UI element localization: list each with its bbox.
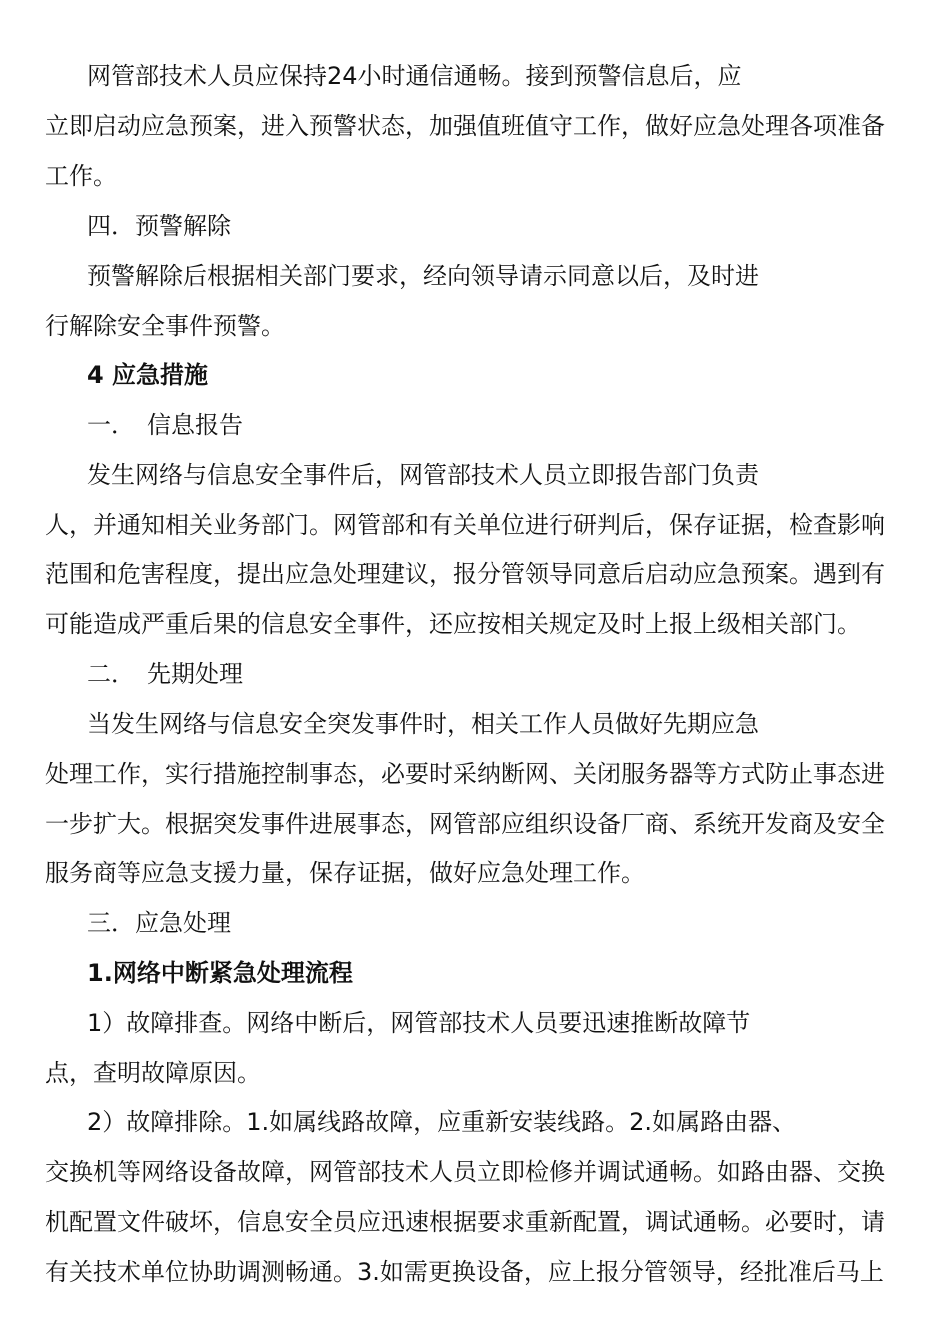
section-heading: 二． 先期处理 xyxy=(87,660,243,688)
paragraph-line: 交换机等网络设备故障，网管部技术人员立即检修并调试通畅。如路由器、交换 xyxy=(45,1158,885,1186)
section-heading: 三．应急处理 xyxy=(87,909,231,937)
paragraph-line: 机配置文件破坏，信息安全员应迅速根据要求重新配置，调试通畅。必要时，请 xyxy=(45,1208,885,1236)
paragraph-line: 发生网络与信息安全事件后，网管部技术人员立即报告部门负责 xyxy=(87,461,759,489)
paragraph-line: 当发生网络与信息安全突发事件时，相关工作人员做好先期应急 xyxy=(87,710,759,738)
paragraph-line: 1）故障排查。网络中断后，网管部技术人员要迅速推断故障节 xyxy=(87,1009,751,1037)
paragraph-line: 可能造成严重后果的信息安全事件，还应按相关规定及时上报上级相关部门。 xyxy=(45,610,861,638)
paragraph-line: 工作。 xyxy=(45,162,117,190)
paragraph-line: 预警解除后根据相关部门要求，经向领导请示同意以后，及时进 xyxy=(87,262,759,290)
section-heading: 一． 信息报告 xyxy=(87,411,243,439)
section-heading: 四．预警解除 xyxy=(87,212,231,240)
paragraph-line: 处理工作，实行措施控制事态，必要时采纳断网、关闭服务器等方式防止事态进 xyxy=(45,760,885,788)
paragraph-line: 行解除安全事件预警。 xyxy=(45,312,285,340)
subsection-heading: 1.网络中断紧急处理流程 xyxy=(87,959,353,987)
paragraph-line: 点，查明故障原因。 xyxy=(45,1059,261,1087)
paragraph-line: 立即启动应急预案，进入预警状态，加强值班值守工作，做好应急处理各项准备 xyxy=(45,112,885,140)
paragraph-line: 有关技术单位协助调测畅通。3.如需更换设备，应上报分管领导，经批准后马上 xyxy=(45,1258,884,1286)
paragraph-line: 2）故障排除。1.如属线路故障，应重新安装线路。2.如属路由器、 xyxy=(87,1108,797,1136)
chapter-heading: 4 应急措施 xyxy=(87,361,209,389)
paragraph-line: 服务商等应急支援力量，保存证据，做好应急处理工作。 xyxy=(45,859,645,887)
paragraph-line: 一步扩大。根据突发事件进展事态，网管部应组织设备厂商、系统开发商及安全 xyxy=(45,810,885,838)
paragraph-line: 人，并通知相关业务部门。网管部和有关单位进行研判后，保存证据，检查影响 xyxy=(45,511,885,539)
paragraph-line: 范围和危害程度，提出应急处理建议，报分管领导同意后启动应急预案。遇到有 xyxy=(45,560,885,588)
paragraph-line: 网管部技术人员应保持24小时通信通畅。接到预警信息后，应 xyxy=(87,62,742,90)
